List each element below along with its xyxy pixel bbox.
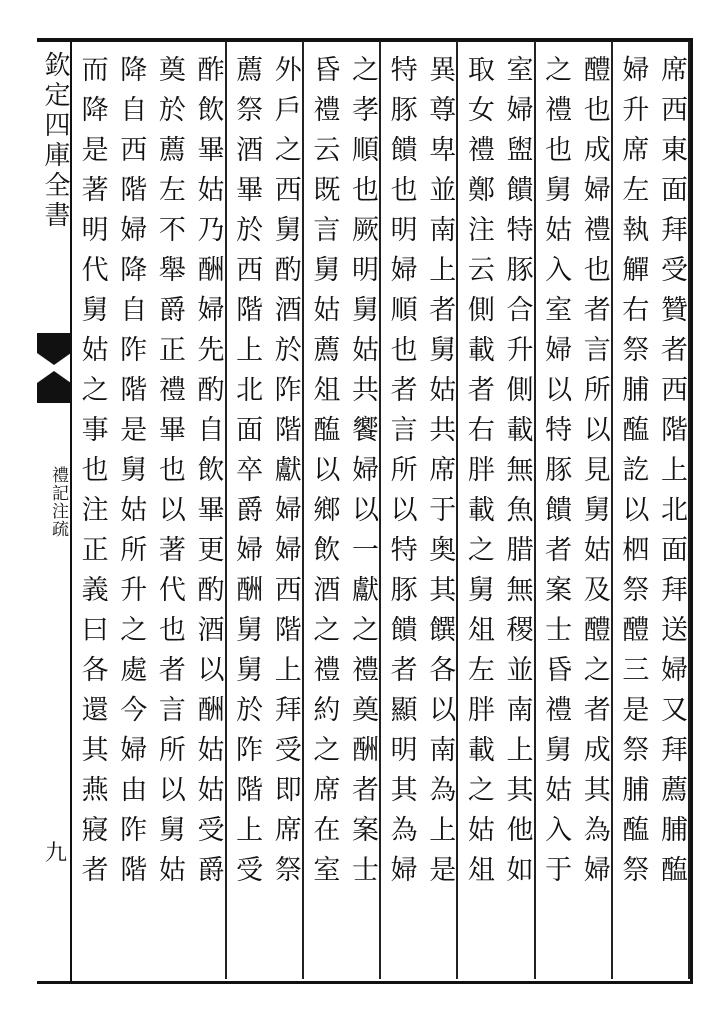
column-text: 而降是著明代舅姑之事也注正義曰各還其燕寢者 (76, 55, 108, 895)
column-text: 外戶之西舅酌酒於阼階獻婦婦西階上拜受即席祭 (269, 55, 301, 895)
column-text: 婦升席左執觶右祭脯醢訖以柶祭醴三是祭脯醢祭 (617, 55, 649, 895)
column-text: 酢飲畢姑乃酬婦先酌自飲畢更酌酒以酬姑姑受爵 (192, 55, 224, 895)
column-text: 室婦盥饋特豚合升側載無魚腊無稷並南上其他如 (501, 55, 533, 895)
text-column (381, 41, 458, 979)
column-text: 奠於薦左不舉爵正禮畢也以著代也者言所以舅姑 (153, 55, 185, 895)
column-text: 之孝順也厥明舅姑共饗婦以一獻之禮奠酬者案士 (347, 55, 378, 895)
text-column (304, 41, 381, 979)
fish-tail-mark-icon (37, 333, 71, 403)
column-text: 席西東面拜受贊者西階上北面拜送婦又拜薦脯醢 (656, 55, 687, 895)
margin-book-title: 禮記注疏 (48, 466, 68, 538)
text-column (149, 41, 226, 979)
column-text: 醴也成婦禮也者言所以見舅姑及醴之者成其為婦 (578, 55, 610, 895)
column-text: 降自西階婦降自阼階是舅姑所升之處今婦由阼階 (115, 55, 147, 895)
column-text: 薦祭酒畢於西階上北面卒爵婦酬舅舅於阼階上受 (231, 55, 263, 895)
text-column (613, 41, 690, 979)
margin-collection-title: 欽定四庫全書 (40, 51, 70, 231)
text-column (458, 41, 535, 979)
column-text: 之禮也舅姑入室婦以特豚饋者案士昏禮舅姑入于 (540, 55, 572, 895)
text-column (72, 41, 149, 979)
text-column (227, 41, 304, 979)
column-text: 特豚饋也明婦順也者言所以特豚饋者顯明其為婦 (385, 55, 417, 895)
text-column (536, 41, 613, 979)
column-text: 異尊卑並南上者舅姑共席于奥其饌各以南為上是 (424, 55, 456, 895)
margin-strip (37, 41, 71, 981)
text-block (72, 41, 690, 979)
column-text: 取女禮鄭注云側載者右胖載之舅俎左胖載之姑俎 (462, 55, 494, 895)
column-text: 昏禮云既言舅姑薦俎醢以鄉飲酒之禮約之席在室 (308, 55, 340, 895)
margin-page-number: 九 (44, 841, 67, 866)
